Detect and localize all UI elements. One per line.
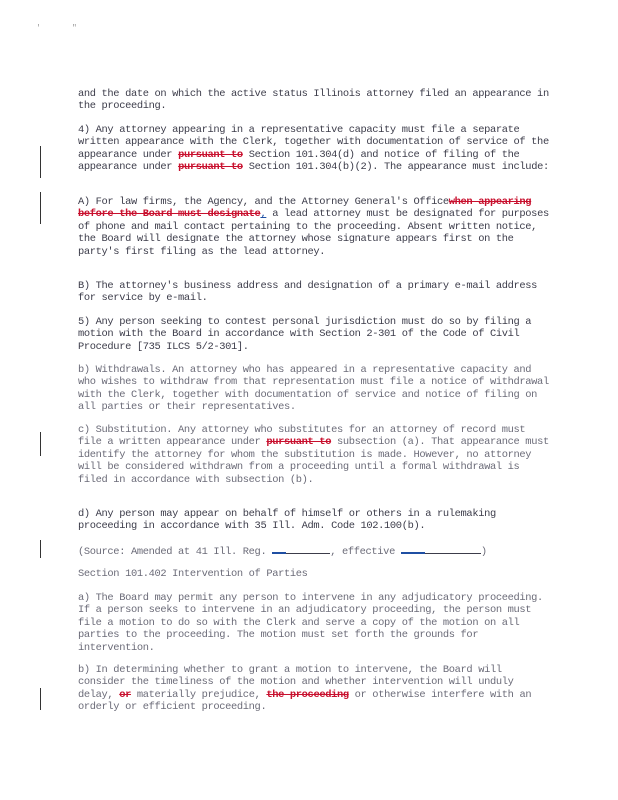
- paragraph-402-b: b) In determining whether to grant a motion to intervene, the Board will consider the timeliness of the motion and whether intervention will unduly delay, or materially prejudice, the proceeding or otherwise interfere with an orderly or efficient proceeding.: [78, 664, 532, 714]
- page-mark-left: ': [36, 24, 41, 33]
- change-bar: [40, 146, 41, 178]
- change-bar: [40, 540, 41, 558]
- inserted-text: ,: [260, 208, 267, 221]
- deleted-text: when appearing before the Board must designate: [78, 196, 532, 221]
- deleted-text: pursuant to: [178, 148, 243, 161]
- paragraph-a5: 5) Any person seeking to contest personal jurisdiction must do so by filing a motion with the Board in accordance with Section 2-301 of the Code of Civil Procedure [735 ILCS 5/2-301].: [78, 316, 532, 353]
- paragraph-c-substitution: c) Substitution. Any attorney who substitutes for an attorney of record must file a written appearance under pursuant to subsection (a). That appearance must identify the attorney for whom the substitution is made. However, no attorney will be considered withdrawn from a proceeding until a formal withdrawal is filed in accordance with subsection (b).: [78, 424, 549, 486]
- paragraph-continuation: and the date on which the active status Illinois attorney filed an appearance in the proceeding.: [78, 88, 549, 113]
- change-bar: [40, 688, 41, 710]
- change-bar: [40, 432, 41, 456]
- paragraph-a4-B: B) The attorney's business address and designation of a primary e-mail address for service by e-mail.: [78, 280, 538, 305]
- deleted-text: the proceeding: [266, 688, 349, 701]
- deleted-text: pursuant to: [178, 161, 243, 174]
- paragraph-402-a: a) The Board may permit any person to intervene in any adjudicatory proceeding. If a person seeks to intervene in an adjudicatory proceeding, the person must file a motion to do so with the Clerk and serve a copy of the motion on all parties to the proceeding. The motion must set forth the grounds for intervention.: [78, 592, 543, 654]
- change-bar: [40, 192, 41, 224]
- source-note: (Source: Amended at 41 Ill. Reg. , effective ): [78, 546, 487, 558]
- section-heading: Section 101.402 Intervention of Parties: [78, 568, 308, 580]
- paragraph-d: d) Any person may appear on behalf of himself or others in a rulemaking proceeding in accordance with 35 Ill. Adm. Code 102.100(b).: [78, 508, 496, 533]
- deleted-text: pursuant to: [266, 436, 332, 449]
- paragraph-a4-A: A) For law firms, the Agency, and the Attorney General's Officewhen appearing before the Board must designate, a lead attorney must be designated for purposes of phone and mail contact pertaining to the proceeding. Absent written notice, the Board will designate the attorney whose signature appears first on the party's first filing as the lead attorney.: [78, 196, 549, 258]
- page-mark-right: ": [72, 24, 77, 33]
- deleted-text: or: [119, 688, 131, 701]
- paragraph-b-withdrawals: b) Withdrawals. An attorney who has appeared in a representative capacity and who wishes to withdraw from that representation must file a notice of withdrawal with the Clerk, together with documentation of service and notice of filing on all parties or their representatives.: [78, 364, 549, 414]
- paragraph-a4: 4) Any attorney appearing in a representative capacity must file a separate written appearance with the Clerk, together with documentation of service of the appearance under pursuant to Section 101.304(d) and notice of filing of the appearance under pursuant to Section 101.304(b)(2). The appearance must include:: [78, 124, 549, 174]
